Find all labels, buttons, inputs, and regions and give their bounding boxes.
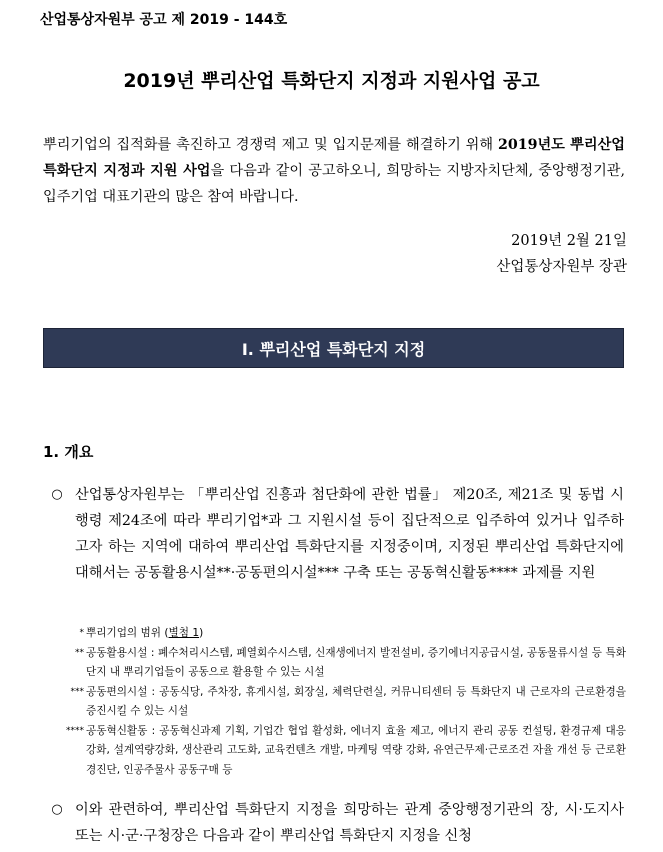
footnote-text: 공동편의시설 : 공동식당, 주차장, 휴게시설, 회장실, 체력단련실, 커뮤니티센터 등 특화단지 내 근로자의 근로환경을 증진시킬 수 있는 시설: [86, 685, 626, 717]
subsection-heading: 1. 개요: [43, 443, 94, 461]
footnote-item: [70, 624, 626, 644]
intro-text-1: 뿌리기업의 집적화를 촉진하고 경쟁력 제고 및 입지문제를 해결하기 위해: [43, 137, 498, 153]
intro-bold-text: 2019년도 뿌리산업 특화단지 지정과 지원 사업: [43, 137, 625, 179]
intro-paragraph: [43, 132, 625, 210]
document-title: 2019년 뿌리산업 특화단지 지정과 지원사업 공고: [123, 70, 540, 92]
asterisk-marker: *: [79, 628, 84, 638]
circle-bullet-icon: ○: [51, 487, 63, 502]
footnote-text: 뿌리기업의 범위 (: [86, 627, 169, 639]
bullet-text: 이와 관련하여, 뿌리산업 특화단지 지정을 희망하는 관계 중앙행정기관의 장, 시·도지사 또는 시·군·구청장은 다음과 같이 뿌리산업 특화단지 지정을 신청: [75, 802, 624, 844]
bullet-item: [50, 797, 624, 849]
signature-block: [496, 228, 627, 280]
notice-number: 산업통상자원부 공고 제 2019 - 144호: [40, 12, 288, 28]
footnotes: [66, 624, 626, 780]
bullet-item: [50, 482, 624, 586]
bullet-text: 산업통상자원부는 「뿌리산업 진흥과 첨단화에 관한 법률」 제20조, 제21조 및 동법 시행령 제24조에 따라 뿌리기업*과 그 지원시설 등이 집단적으로 입주하여 있거나 입주하고자 하는 지역에 대하여 뿌리산업 특화단지를 지정중이며, 지정된 뿌리산업 특화단지에 대해서는 공동활용시설**·공동편의시설*** 구축 또는 공동혁신활동**** 과제를 지원: [75, 487, 624, 581]
asterisk-marker: ***: [70, 686, 84, 697]
footnote-text: 공동활용시설 : 폐수처리시스템, 폐열회수시스템, 신재생에너지 발전설비, 증기에너지공급시설, 공동물류시설 등 특화단지 내 뿌리기업들이 공동으로 활용할 수 있는 시설: [86, 646, 626, 678]
footnote-item: [70, 644, 626, 683]
footnote-text-end: ): [199, 627, 204, 639]
notice-date: 2019년 2월 21일: [511, 233, 627, 249]
footnote-item: [66, 722, 626, 781]
asterisk-marker: **: [75, 647, 84, 658]
attachment-link[interactable]: 별첨 1: [168, 627, 200, 639]
footnote-text: 공동혁신활동 : 공동혁신과제 기획, 기업간 협업 활성화, 에너지 효율 제고, 에너지 관리 공동 컨설팅, 환경규제 대응 강화, 설계역량강화, 생산관리 고도화, 교육컨텐츠 개발, 마케팅 역량 강화, 유연근무제·근로조건 자율 개선 등 근로환경진단, 인공주물사 공동구매 등: [86, 724, 626, 776]
circle-bullet-icon: ○: [51, 802, 63, 817]
section-banner: [43, 328, 624, 368]
asterisk-marker: ****: [66, 725, 84, 736]
section-title: I. 뿌리산업 특화단지 지정: [241, 339, 426, 359]
footnote-item: [70, 683, 626, 722]
intro-text-2: 을 다음과 같이 공고하오니, 희망하는 지방자치단체, 중앙행정기관, 입주기업 대표기관의 많은 참여 바랍니다.: [43, 163, 625, 205]
issuer-name: 산업통상자원부 장관: [496, 259, 627, 275]
